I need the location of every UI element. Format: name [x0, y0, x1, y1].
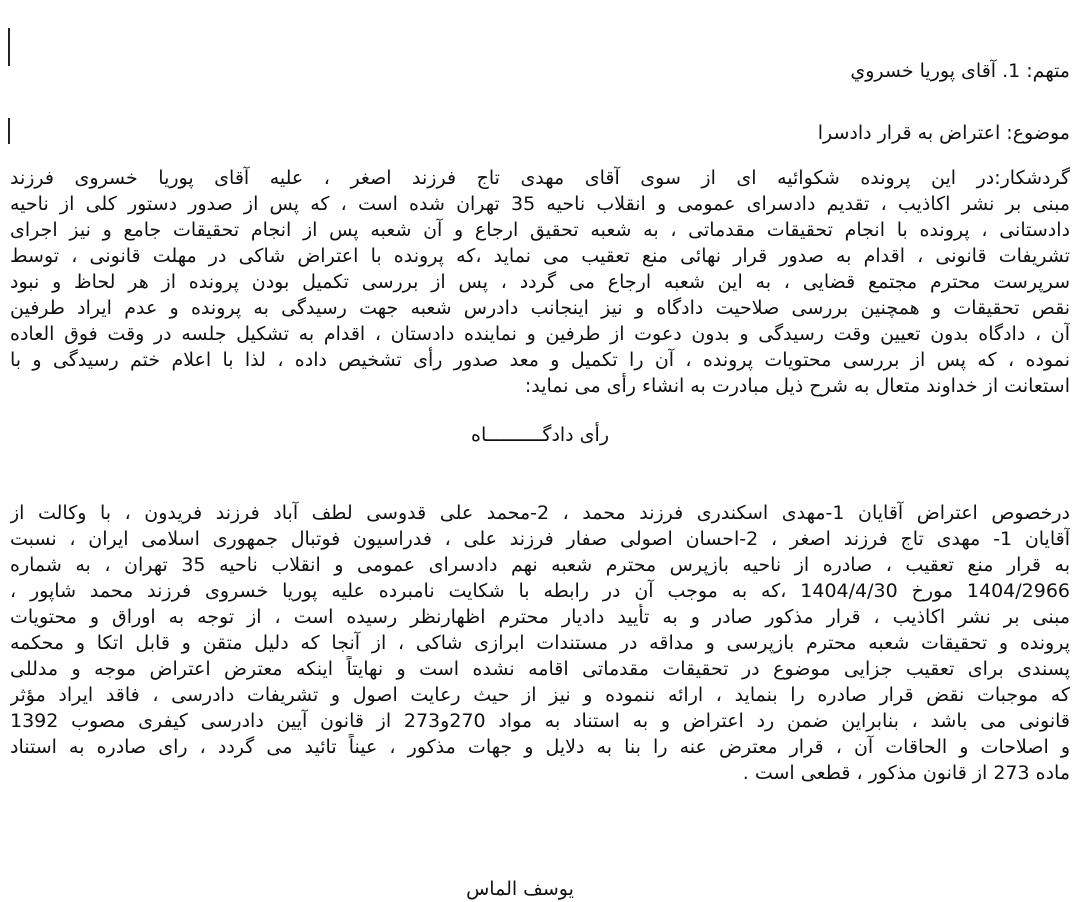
verdict-line: قانونی می باشد ، بنابراین ضمن رد اعتراض و به استناد به مواد 270و273 از قانون آیین دادرسی کیفری مصوب 1392 — [10, 710, 1070, 732]
verdict-line: 1404/2966 مورخ 1404/4/30 ،که به موجب آن در رابطه با شکایت نامبرده علیه پوریا خسروی فرزند محمد شاپور ، — [10, 580, 1070, 602]
court-ruling-document — [10, 58, 1070, 887]
verdict-line: به قرار منع تعقیب ، صادره از ناحیه بازپرس محترم شعبه نهم دادسرای عمومی و انقلاب ناحیه 35 تهران ، به شماره — [10, 554, 1070, 576]
verdict-line: ماده 273 از قانون مذکور ، قطعی است . — [742, 762, 1070, 784]
report-line: نقص تحقیقات و همچنین بررسی صلاحیت دادگاه و نیز اینجانب دادرس شعبه جهت رسیدگی به پرونده و عدم ایراد طرفین — [10, 297, 1070, 319]
verdict-line: مبنی بر نشر اکاذیب ، قرار مذکور صادر و به تأیید دادیار محترم اظهارنظر رسیده است ، از توجه به اوراق و محتویات — [10, 606, 1070, 628]
report-line: تشریفات قانونی ، اقدام به صدور قرار نهائی منع تعقیب می نماید ،که پرونده با اعتراض شاکی در مهلت قانونی ، توسط — [10, 245, 1070, 267]
verdict-line: پسندی برای تعقیب جزایی موضوع در تحقیقات مقدماتی اقامه نشده است و نهایتاً اینکه معترض اعتراض موجه و مدللی — [10, 658, 1070, 680]
report-line: دادستانی ، پرونده با انجام تحقیقات مقدماتی ، به شعبه تحقیق ارجاع و آن شعبه پس از انجام تحقیقات جامع و نیز اجرای — [10, 219, 1070, 241]
subject-line: موضوع: اعتراض به قرار دادسرا — [817, 122, 1070, 144]
verdict-line: که موجبات نقض قرار صادره را بنماید ، ارائه ننموده و نیز از حیث رعایت اصول و تشریفات دادرسی ، فاقد ایراد مؤثر — [10, 684, 1070, 706]
report-line: نموده ، که پس از بررسی محتویات پرونده ، آن را تکمیل و معد صدور رأی تشخیص داده ، لذا با اعلام ختم رسیدگی و با — [10, 349, 1070, 371]
verdict-line: و اصلاحات و الحاقات آن ، قرار معترض عنه را بنا به دلایل و جهات مذکور ، عیناً تائید می گردد ، رای صادره به استناد — [10, 736, 1070, 758]
verdict-line: درخصوص اعتراض آقایان 1-مهدی اسکندری فرزند محمد ، 2-محمد علی قدوسی لطف آباد فرزند فریدون ، با وکالت از — [10, 502, 1070, 524]
verdict-heading: رأی دادگــــــــــاه — [470, 424, 610, 446]
verdict-line: آقایان 1- مهدی تاج فرزند اصغر ، 2-احسان اصولی صفار فرزند علی ، فدراسیون فوتبال جمهوری اسلامی ایران ، نسبت — [10, 528, 1070, 550]
report-line: گردشکار:در این پرونده شکوائیه ای از سوی آقای مهدی تاج فرزند اصغر ، علیه آقای پوریا خسروی فرزند — [10, 167, 1070, 189]
report-line: استعانت از خداوند متعال به شرح ذیل مبادرت به انشاء رأی می نماید: — [524, 375, 1070, 397]
report-line: مبنی بر نشر اکاذیب ، تقدیم دادسرای عمومی و انقلاب ناحیه 35 تهران شده است ، که پس از صدور دستور کلی از ناحیه — [10, 193, 1070, 215]
report-line: آن ، دادگاه بدون تعیین وقت رسیدگی و بدون دعوت از طرفین و نماینده دادستان ، اقدام به تشکیل جلسه در وقت فوق العاده — [10, 323, 1070, 345]
accused-line: متهم: 1. آقای پوریا خسروي — [850, 60, 1070, 82]
report-line: سرپرست محترم مجتمع قضایی ، به این شعبه ارجاع می گردد ، پس از بررسی تکمیل بودن پرونده از هر لحاظ و نبود — [10, 271, 1070, 293]
verdict-line: پرونده و تحقیقات شعبه محترم بازپرسی و مداقه در مستندات ابرازی شاکی ، از آنجا که دلیل متقن و قابل اتکا و محکمه — [10, 632, 1070, 654]
signature-name-partial: یوسف الماس — [466, 878, 574, 900]
